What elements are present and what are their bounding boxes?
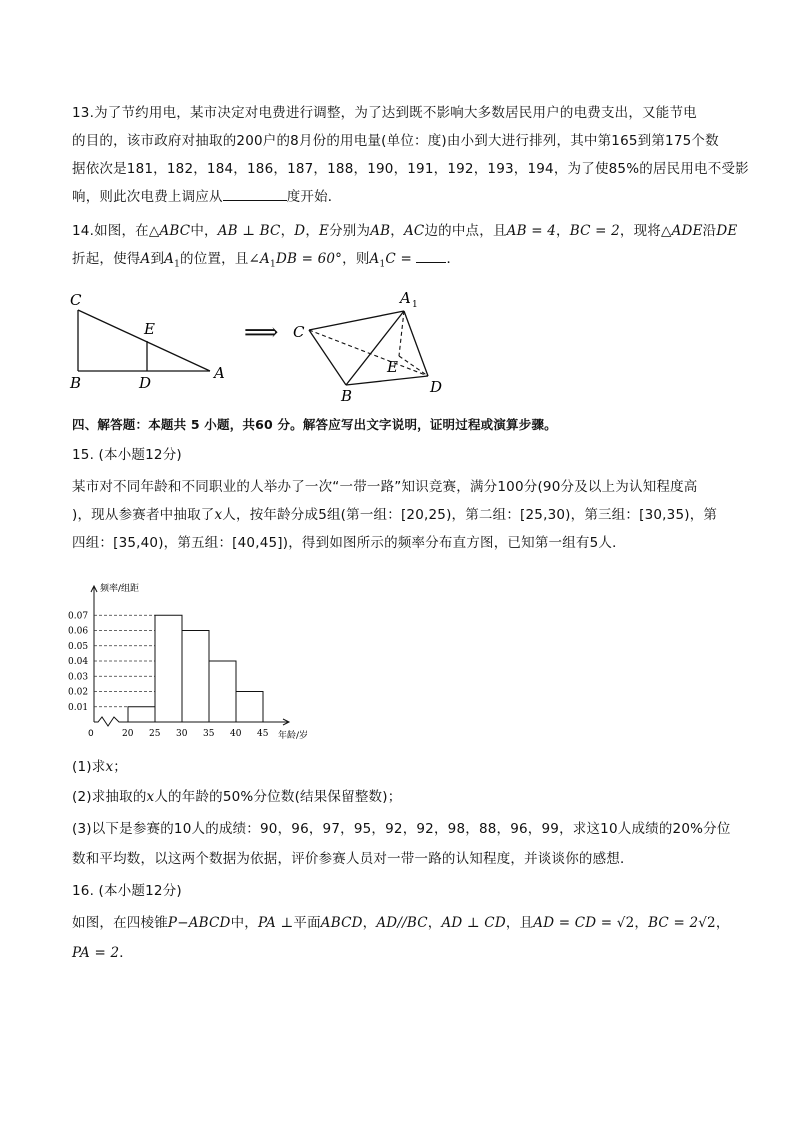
q14-text: 边的中点，且	[424, 223, 507, 239]
q16-text: ，	[362, 915, 377, 931]
q16-math: ABCD	[320, 915, 363, 931]
segment-cd-hidden	[309, 330, 428, 376]
q14-line-2	[72, 250, 460, 274]
segment-cb	[309, 330, 346, 385]
q16-math: PA = 2	[72, 945, 120, 961]
label-c: C	[70, 291, 82, 309]
q16-math: AD//BC	[376, 915, 428, 931]
x-tick-label: 40	[230, 729, 242, 739]
q14-text: ，	[305, 223, 320, 239]
q14-text: 折起，使得	[72, 251, 141, 267]
y-tick-label: 0.04	[68, 657, 89, 667]
label-c: C	[293, 323, 305, 341]
y-tick-label: 0.01	[68, 702, 89, 713]
label-e: E	[387, 358, 398, 376]
q14-text: ，则	[342, 251, 370, 267]
y-tick-label: 0.07	[68, 611, 89, 622]
q14-subscript: 1	[379, 259, 386, 270]
q14-math: DE	[716, 223, 738, 239]
q13-text-a: 响，则此次电费上调应从	[72, 189, 223, 205]
q14-text: 沿	[702, 223, 717, 239]
segment-a1d	[404, 311, 428, 376]
q14-math: A	[369, 251, 380, 267]
segment-a1e-hidden	[399, 311, 404, 356]
histogram-bars	[128, 615, 263, 722]
x-tick-label: 45	[257, 729, 269, 739]
q15-line-2	[72, 506, 717, 524]
q14-text: 的位置，且	[180, 251, 249, 267]
y-tick-label: 0.05	[68, 641, 89, 652]
q14-math: △ABC	[148, 223, 191, 239]
triangle-figure	[64, 286, 244, 390]
q14-math: AB = 4	[506, 223, 557, 239]
x-tick-label: 30	[176, 729, 188, 739]
q14-math: A	[164, 251, 175, 267]
q16-text: 平面	[293, 915, 321, 931]
q16-math: P−ABCD	[167, 915, 231, 931]
sqrt-two: √2	[698, 915, 716, 931]
label-d: D	[139, 374, 152, 392]
q15-part-3-line-2: 数和平均数，以这两个数据为依据，评价参赛人员对一带一路的认知程度，并谈谈你的感想．	[72, 851, 634, 867]
answer-blank	[416, 250, 446, 263]
q15-math: x	[214, 507, 223, 523]
answer-blank	[223, 188, 287, 201]
q14-math: C =	[385, 251, 417, 267]
histogram-bar	[182, 631, 209, 723]
q16-header: 16. (本小题12分)	[72, 883, 182, 899]
q16-text: ，	[634, 915, 649, 931]
histogram-bar	[155, 615, 182, 722]
q16-math: AD = CD =	[533, 915, 617, 931]
histogram-bar	[128, 707, 155, 722]
q14-text: ，	[280, 223, 295, 239]
q14-math: DB = 60°	[275, 251, 343, 267]
q13-line-1: 13.为了节约用电，某市决定对电费进行调整，为了达到既不影响大多数居民用户的电费支出，又能节电	[72, 105, 697, 121]
x-tick-label: 35	[203, 729, 215, 739]
label-d: D	[430, 378, 443, 396]
label-b: B	[341, 387, 353, 405]
q15-text: (1)求	[72, 759, 106, 775]
q14-text: ．	[446, 251, 461, 267]
q15-header: 15. (本小题12分)	[72, 447, 182, 463]
q14-subscript: 1	[270, 259, 276, 270]
q14-text: 14.如图，在	[72, 223, 149, 239]
q16-text: ，	[427, 915, 442, 931]
q14-math: E	[319, 223, 330, 239]
frequency-histogram	[64, 576, 309, 746]
label-e: E	[144, 320, 155, 338]
label-a: A	[214, 364, 225, 382]
histogram-y-label: 频率/组距	[100, 584, 140, 594]
q14-text: ，	[556, 223, 570, 239]
y-tick-label: 0.02	[68, 687, 89, 698]
q14-math: D	[294, 223, 306, 239]
histogram-x-ticks	[122, 729, 269, 739]
q16-text: 如图，在四棱锥	[72, 915, 168, 931]
q13-line-3: 据依次是181，182，184，186，187，188，190，191，192，193，194，为了使85%的居民用电不受影	[72, 161, 749, 177]
label-a1: A	[400, 289, 411, 307]
x-tick-label: 25	[149, 729, 161, 739]
histogram-origin-label: 0	[88, 729, 94, 739]
q16-math: AD ⊥ CD	[441, 915, 506, 931]
q14-math: ∠A	[248, 251, 271, 267]
q16-math: PA ⊥	[257, 915, 294, 931]
q15-line-3: 四组：[35,40)，第五组：[40,45])，得到如图所示的频率分布直方图，已知第一组有5人．	[72, 535, 626, 551]
q13-line-2: 的目的，该市政府对抽取的200户的8月份的用电量(单位：度)由小到大进行排列，其中第165到第175个数	[72, 133, 719, 149]
q15-text: ；	[113, 759, 127, 775]
segment-ca1	[309, 311, 404, 330]
label-a1-subscript: 1	[412, 300, 418, 310]
q15-math: x	[105, 759, 114, 775]
q16-text: 中，	[230, 915, 258, 931]
histogram-bar	[236, 692, 263, 723]
q15-text: )，现从参赛者中抽取了	[72, 507, 215, 523]
q15-part-3-line-1: (3)以下是参赛的10人的成绩：90，96，97，95，92，92，98，88，96，99，求这10人成绩的20%分位	[72, 821, 731, 837]
q16-text: ．	[119, 945, 133, 961]
q14-subscript: 1	[174, 259, 181, 270]
q14-text: 到	[150, 251, 165, 267]
segment-bd	[346, 376, 428, 385]
q15-text: (2)求抽取的	[72, 789, 147, 805]
sqrt-two: √2	[616, 915, 635, 931]
histogram-bar	[209, 661, 236, 722]
q15-math: x	[146, 789, 155, 805]
y-tick-label: 0.06	[68, 626, 89, 637]
implies-arrow-icon: ⟹	[244, 318, 279, 346]
q15-line-1: 某市对不同年龄和不同职业的人举办了一次“一带一路”知识竞赛，满分100分(90分及以上为认知程度高	[72, 479, 698, 495]
q15-text: 人，按年龄分成5组(第一组：[20,25)，第二组：[25,30)，第三组：[30,35)，第	[222, 507, 718, 523]
q16-math: BC = 2	[648, 915, 699, 931]
q14-math: AB ⊥ BC	[217, 223, 281, 239]
q14-text: 分别为	[329, 223, 371, 239]
q14-math: AC	[403, 223, 425, 239]
q15-part-2	[72, 788, 401, 806]
q13-text-b: 度开始．	[286, 189, 342, 205]
section-4-header: 四、解答题：本题共 5 小题，共60 分。解答应写出文字说明，证明过程或演算步骤。	[72, 417, 557, 432]
y-tick-label: 0.03	[68, 672, 89, 683]
q14-text: ，	[390, 223, 404, 239]
q14-math: △ADE	[661, 223, 703, 239]
q14-text: 中，	[190, 223, 218, 239]
q14-math: AB	[370, 223, 391, 239]
label-b: B	[70, 374, 82, 392]
q16-line-2	[72, 944, 133, 962]
histogram-y-ticks	[68, 611, 88, 713]
q16-line-1	[72, 914, 730, 932]
q15-part-1	[72, 758, 127, 776]
folded-pyramid-figure	[288, 284, 458, 404]
histogram-x-label: 年龄/岁	[278, 731, 309, 741]
q14-line-1	[72, 222, 737, 240]
x-tick-label: 20	[122, 729, 134, 739]
q15-text: 人的年龄的50%分位数(结果保留整数)；	[154, 789, 402, 805]
q14-text: ，现将	[619, 223, 662, 239]
q14-math: BC = 2	[569, 223, 620, 239]
q16-text: ，	[715, 915, 730, 931]
q16-text: ，且	[505, 915, 534, 931]
q13-line-4	[72, 188, 342, 206]
q14-math: A	[140, 251, 151, 267]
